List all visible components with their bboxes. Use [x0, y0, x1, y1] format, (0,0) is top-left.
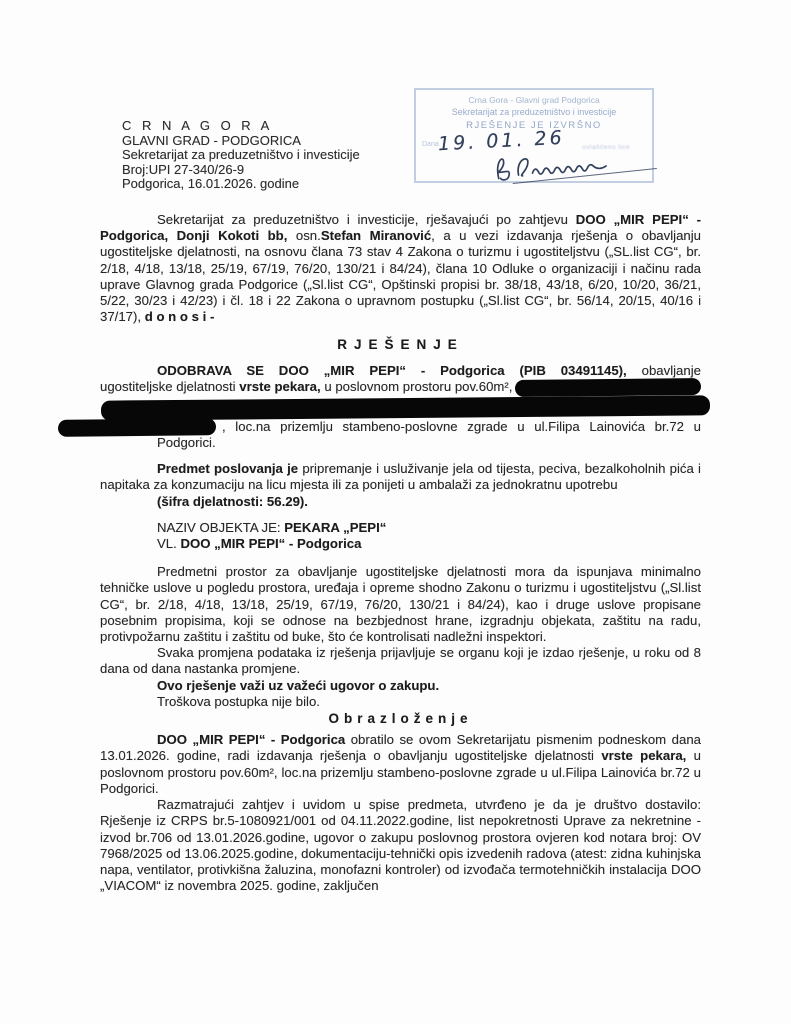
paragraph-predmet: Predmet poslovanja je pripremanje i usluživanje jela od tijesta, peciva, bezalkoholnih pića i napitaka za konzumaciju na licu mjesta ili za ponijeti u ambalaži za jednokratnu upotrebu: [100, 461, 701, 493]
line-sifra: (šifra djelatnosti: 56.29).: [157, 493, 308, 509]
letterhead-case-number: Broj:UPI 27-340/26-9: [122, 161, 245, 177]
stamp-status-line: RJEŠENJE JE IZVRŠNO: [466, 120, 602, 131]
stamp-authority-line: Crna Gora - Glavni grad Podgorica: [468, 95, 600, 105]
redaction-bar: [101, 395, 710, 420]
letterhead-city: GLAVNI GRAD - PODGORICA: [122, 132, 301, 148]
decision-line-1: ODOBRAVA SE DOO „MIR PEPI“ - Podgorica (PIB 03491145), obavljanje: [157, 362, 701, 378]
paragraph-uslovi: Predmetni prostor za obavljanje ugostiteljske djelatnosti mora da ispunjava minimalno tehničke uslove u pogledu prostora, uređaja i opreme shodno Zakonu o turizmu i ugostiteljstvu („Sl.list CG“, br. 2/18, 4/18, 13/18, 25/19, 67/19, 76/20, 130/21 i 84/24), kao i druge uslove propisane posebnim propisima, koji se odnose na bezbjednost hrane, izgradnju objekata, zaštitu na radu, protivpožarnu zaštitu i zaštitu od buke, što će kontrolisati nadležni inspektori.: [100, 564, 701, 645]
heading-obrazlozenje: Obrazloženje: [328, 711, 473, 727]
redaction-bar: [515, 378, 701, 397]
stamp-date-label: Dana: [422, 141, 439, 148]
letterhead-department: Sekretarijat za preduzetništvo i investicije: [122, 147, 360, 163]
line-naziv-objekta: NAZIV OBJEKTA JE: PEKARA „PEPI“: [157, 519, 387, 535]
redaction-bar: [58, 418, 216, 437]
signature-handwriting: [488, 145, 666, 185]
decision-line-5: Podgorici.: [157, 435, 216, 451]
handwritten-date: 19. 01. 26: [437, 126, 566, 156]
paragraph-promjena: Svaka promjena podataka iz rješenja prijavljuje se organu koji je izdao rješenje, u roku od 8 dana od dana nastanka promjene.: [100, 645, 701, 677]
heading-rjesenje: RJEŠENJE: [337, 337, 464, 353]
line-troskovi: Troškova postupka nije bilo.: [157, 693, 320, 709]
executory-stamp: [414, 88, 654, 183]
paragraph-intro: Sekretarijat za preduzetništvo i investicije, rješavajući po zahtjevu DOO „MIR PEPI“ - Podgorica, Donji Kokoti bb, osn.Stefan Miranović, a u vezi izdavanja rješenja o obavljanju ugostiteljske djelatnosti, na osnovu člana 73 stav 4 Zakona o turizmu i ugostiteljstvu („SL.list CG“, br. 2/18, 4/18, 13/18, 25/19, 67/19, 76/20, 130/21 i 84/24), člana 10 Odluke o organizaciji i načinu rada uprave Glavnog grada Podgorice („Sl.list CG“, Opštinski propisi br. 38/18, 43/18, 6/20, 10/20, 36/21, 5/22, 30/23 i 42/23) i čl. 18 i 22 Zakona o upravnom postupku („Sl.list CG“, br. 56/14, 20/15, 40/16 i 37/17), d o n o s i -: [100, 212, 701, 325]
line-vlasnik: VL. DOO „MIR PEPI“ - Podgorica: [157, 536, 362, 552]
letterhead-country: C R N A G O R A: [122, 118, 273, 133]
decision-line-4: , loc.na prizemlju stambeno-poslovne zgrade u ul.Filipa Lainovića br.72 u: [100, 419, 701, 435]
line-vazi: Ovo rješenje važi uz važeći ugovor o zakupu.: [157, 677, 440, 693]
letterhead-date: Podgorica, 16.01.2026. godine: [122, 176, 300, 192]
paragraph-razmatrajuci: Razmatrajući zahtjev i uvidom u spise predmeta, utvrđeno je da je društvo dostavilo: Rješenje iz CRPS br.5-1080921/001 od 04.11.2022.godine, list nepokretnosti Uprave za nekretnine - izvod br.706 od 13.01.2026.godine, ugovor o zakupu poslovnog prostora ovjeren kod notara broj: OV 7968/2025 od 13.06.2025.godine, dokumentaciju-tehnički opis izvedenih radova (atest: zidna kuhinjska napa, ventilator, protivkišna žaluzina, monofazni kontroler) od izvođača termotehničkih instalacija DOO „VIACOM“ iz novembra 2025. godine, zaključen: [100, 797, 701, 894]
letterhead: [122, 119, 360, 192]
stamp-signer-label: ovlašćeno lice: [582, 144, 630, 151]
paragraph-obratilo: DOO „MIR PEPI“ - Podgorica obratilo se ovom Sekretarijatu pismenim podneskom dana 13.01.2026. godine, radi izdavanja rješenja o obavljanju ugostiteljske djelatnosti vrste pekara, u poslovnom prostoru pov.60m², loc.na prizemlju stambeno-poslovne zgrade u ul.Filipa Lainovića br.72 u Podgorici.: [100, 732, 701, 796]
paragraph-decision: [100, 363, 701, 452]
decision-line-2: ugostiteljske djelatnosti vrste pekara, u poslovnom prostoru pov.60m²,: [100, 379, 701, 396]
document-body: [100, 212, 701, 894]
stamp-department-line: Sekretarijat za preduzetništvo i investicije: [451, 107, 617, 117]
